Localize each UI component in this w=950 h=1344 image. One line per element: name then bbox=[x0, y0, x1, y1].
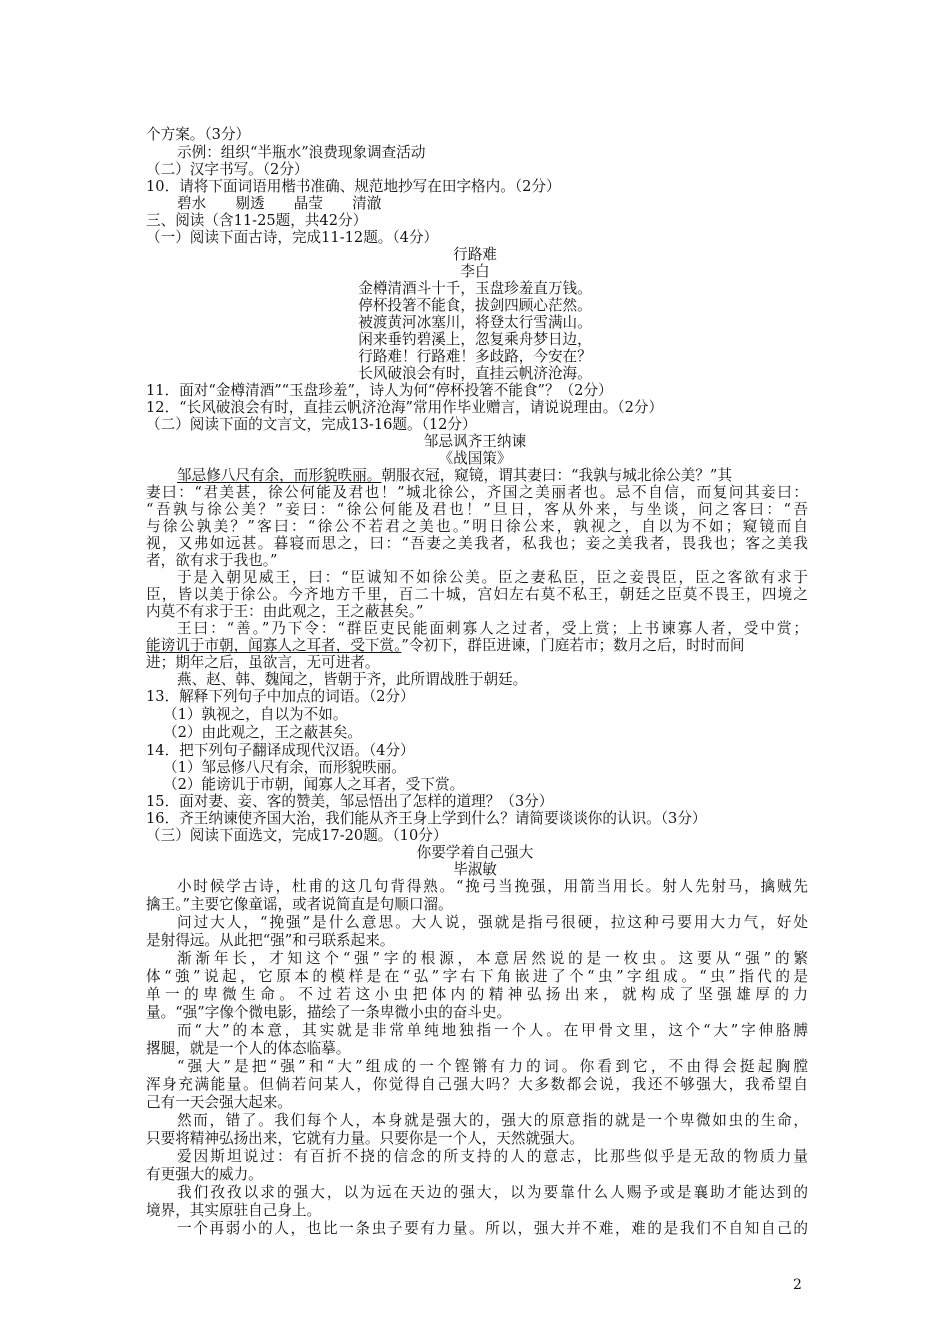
sub-question: （1）邹忌修八尺有余，而形貌昳丽。 bbox=[163, 759, 406, 776]
prose-line: 于是入朝见威王，曰：“臣诚知不如徐公美。臣之妻私臣，臣之妾畏臣，臣之客欲有求于 bbox=[177, 569, 808, 586]
section-heading: （二）阅读下面的文言文，完成13-16题。（12分） bbox=[146, 416, 477, 433]
essay-line: 小时候学古诗，杜甫的这几句背得熟。“挽弓当挽强，用箭当用长。射人先射马，擒贼先 bbox=[177, 878, 808, 895]
prose-line: 与徐公孰美？”客曰：“徐公不若君之美也。”明日徐公来，孰视之，自以为不如；窥镜而自 bbox=[146, 518, 808, 535]
prose-line: 内莫不有求于王：由此观之，王之蔽甚矣。” bbox=[146, 603, 424, 620]
prose-line: 妻曰：“君美甚，徐公何能及君也！”城北徐公，齐国之美丽者也。忌不自信，而复问其妾曰： bbox=[146, 484, 808, 501]
prose-title: 邹忌讽齐王纳谏 bbox=[423, 433, 527, 450]
question-14: 14．把下列句子翻译成现代汉语。（4分） bbox=[146, 742, 415, 759]
essay-line: 有更强大的威力。 bbox=[146, 1166, 263, 1183]
essay-line: 渐渐年长，才知这个“强”字的根源，本意居然说的是一枚虫。这要从“强”的繁 bbox=[177, 950, 808, 967]
essay-line: 是射得远。从此把“强”和弓联系起来。 bbox=[146, 932, 395, 949]
poem-line: 长风破浪会有时，直挂云帆济沧海。 bbox=[358, 365, 592, 382]
prose-line: “吾孰与徐公美？”妾曰：“徐公何能及君也！”旦日，客从外来，与坐谈，问之客曰：“吾 bbox=[146, 501, 808, 518]
prose-line: 视，又弗如远甚。暮寝而思之，曰：“吾妻之美我者，私我也；妾之美我者，畏我也；客之美我 bbox=[146, 535, 808, 552]
section-heading: （一）阅读下面古诗，完成11-12题。（4分） bbox=[146, 229, 439, 246]
essay-line: 我们孜孜以求的强大，以为远在天边的强大，以为要靠什么人赐予或是襄助才能达到的 bbox=[177, 1184, 808, 1201]
prose-text: 朝服衣冠，窥镜，谓其妻曰：“我孰与城北徐公美？”其 bbox=[381, 467, 732, 484]
page-number: 2 bbox=[793, 1277, 802, 1293]
essay-line: 问过大人，“挽强”是什么意思。大人说，强就是指弓很硬，拉这种弓要用大力气，好处 bbox=[177, 914, 808, 931]
essay-line: 一个再弱小的人，也比一条虫子要有力量。所以，强大并不难，难的是我们不自知自己的 bbox=[177, 1220, 808, 1237]
underlined-phrase: 能谤讥于市朝，闻寡人之耳者，受下赏。 bbox=[146, 637, 402, 654]
essay-title: 你要学着自己强大 bbox=[416, 844, 534, 861]
prose-line bbox=[177, 467, 732, 484]
sub-question: （2）能谤讥于市朝，闻寡人之耳者，受下赏。 bbox=[163, 776, 465, 793]
prose-line: 进；期年之后，虽欲言，无可进者。 bbox=[146, 654, 380, 671]
sub-question: （2）由此观之，王之蔽甚矣。 bbox=[163, 724, 363, 741]
poem-line: 被渡黄河冰塞川，将登太行雪满山。 bbox=[358, 314, 592, 331]
essay-line: “强大”是把“强”和“大”组成的一个铿锵有力的词。你看到它，不由得会挺起胸膛 bbox=[177, 1058, 808, 1075]
sub-question: （1）孰视之，自以为不如。 bbox=[163, 706, 348, 723]
question-10: 10．请将下面词语用楷书准确、规范地抄写在田字格内。（2分） bbox=[146, 178, 561, 195]
poem-title: 行路难 bbox=[453, 246, 497, 263]
underlined-phrase: 邹忌修八尺有余，而形貌昳丽。 bbox=[177, 467, 382, 484]
question-13: 13．解释下列句子中加点的词语。（2分） bbox=[146, 688, 415, 705]
poem-author: 李白 bbox=[460, 263, 490, 280]
poem-line: 闲来垂钓碧溪上，忽复乘舟梦日边， bbox=[358, 331, 592, 348]
prose-source: 《战国策》 bbox=[438, 450, 512, 467]
question-15: 15．面对妻、妾、客的赞美，邹忌悟出了怎样的道理？（3分） bbox=[146, 793, 554, 810]
essay-line: 浑身充满能量。但倘若问某人，你觉得自己强大吗？大多数都会说，我还不够强大，我希望自 bbox=[146, 1076, 808, 1093]
text-line: 个方案。（3分） bbox=[146, 126, 251, 143]
essay-line: 量。“强”字像个微电影，描绘了一条卑微小虫的奋斗史。 bbox=[146, 1004, 512, 1021]
essay-line: 单一的卑微生命。不过若这小虫把体内的精神弘扬出来，就构成了坚强雄厚的力 bbox=[146, 986, 808, 1003]
word-list: 碧水 剔透 晶莹 清澈 bbox=[177, 195, 382, 212]
prose-line: 者，欲有求于我也。” bbox=[146, 552, 278, 569]
essay-line: 境界，其实原驻自己身上。 bbox=[146, 1202, 322, 1219]
essay-line: 擒王。”主要它像童谣，或者说简直是句顺口溜。 bbox=[146, 896, 453, 913]
section-heading: 三、阅读（含11-25题，共42分） bbox=[146, 212, 368, 229]
essay-author: 毕淑敏 bbox=[453, 861, 497, 878]
text-line: 示例：组织“半瓶水”浪费现象调查活动 bbox=[177, 144, 426, 161]
essay-line: 己有一天会强大起来。 bbox=[146, 1094, 292, 1111]
prose-line bbox=[146, 637, 745, 654]
essay-line: 体“強”说起，它原本的模样是在“弘”字右下角嵌进了个“虫”字组成。“虫”指代的是 bbox=[146, 968, 808, 985]
essay-line: 而“大”的本意，其实就是非常单纯地独指一个人。在甲骨文里，这个“大”字伸胳膊 bbox=[177, 1022, 808, 1039]
poem-line: 金樽清酒斗十千，玉盘珍羞直万钱。 bbox=[358, 280, 592, 297]
section-heading: （三）阅读下面选文，完成17-20题。（10分） bbox=[146, 827, 448, 844]
prose-line: 臣，皆以美于徐公。今齐地方千里，百二十城，宫妇左右莫不私王，朝廷之臣莫不畏王，四境之 bbox=[146, 586, 808, 603]
essay-line: 然而，错了。我们每个人，本身就是强大的，强大的原意指的就是一个卑微如虫的生命， bbox=[177, 1112, 808, 1129]
essay-line: 撂腿，就是一个人的体态临摹。 bbox=[146, 1040, 351, 1057]
question-11: 11．面对“金樽清酒”“玉盘珍羞”，诗人为何“停杯投箸不能食”？（2分） bbox=[146, 382, 613, 399]
prose-line: 燕、赵、韩、魏闻之，皆朝于齐，此所谓战胜于朝廷。 bbox=[177, 671, 528, 688]
poem-line: 停杯投箸不能食，拔剑四顾心茫然。 bbox=[358, 297, 592, 314]
question-16: 16．齐王纳谏使齐国大治，我们能从齐王身上学到什么？请简要谈谈你的认识。（3分） bbox=[146, 810, 707, 827]
essay-line: 只要将精神弘扬出来，它就有力量。只要你是一个人，天然就强大。 bbox=[146, 1130, 584, 1147]
poem-line: 行路难！行路难！多歧路，今安在？ bbox=[358, 348, 592, 365]
essay-line: 爱因斯坦说过：有百折不挠的信念的所支持的人的意志，比那些似乎是无敌的物质力量 bbox=[177, 1148, 808, 1165]
section-heading: （二）汉字书写。（2分） bbox=[146, 161, 309, 178]
prose-line: 王曰：“善。”乃下令：“群臣吏民能面刺寡人之过者，受上赏；上书谏寡人者，受中赏； bbox=[177, 620, 808, 637]
question-12: 12．“长风破浪会有时，直挂云帆济沧海”常用作毕业赠言，请说说理由。（2分） bbox=[146, 399, 664, 416]
prose-text: ”令初下，群臣进谏，门庭若市；数月之后，时时而间 bbox=[401, 637, 745, 654]
